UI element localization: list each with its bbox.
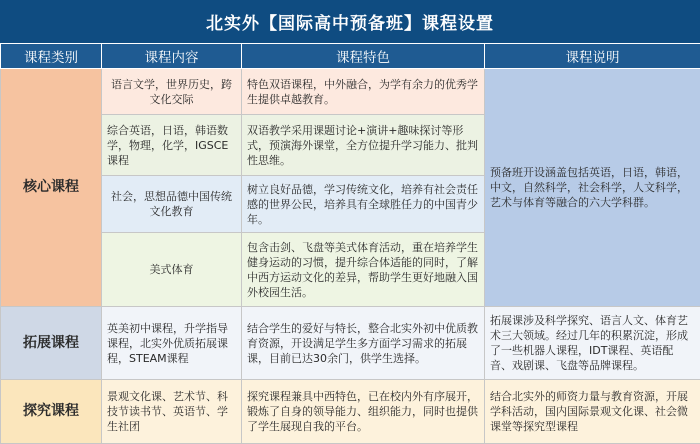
core-feature-1: 特色双语课程，中外融合，为学有余力的优秀学生提供卓越教育。 xyxy=(242,69,485,115)
explore-feature: 探究课程兼具中西特色，已在校内外有序展开，锻炼了自身的领导能力、组织能力，同时也提供了学生展现自我的平台。 xyxy=(242,380,485,444)
header-description: 课程说明 xyxy=(485,44,700,69)
extension-feature: 结合学生的爱好与特长，整合北实外初中优质教育资源，开设满足学生多方面学习需求的拓展课，目前已达30余门，供学生选择。 xyxy=(242,307,485,380)
header-feature: 课程特色 xyxy=(242,44,485,69)
category-explore: 探究课程 xyxy=(1,380,102,444)
extension-description: 拓展课涉及科学探究、语言人文、体育艺术三大领域。经过几年的积累沉淀，形成了一些机器人课程，IDT课程、英语配音、戏剧课、飞盘等品牌课程。 xyxy=(485,307,700,380)
header-category: 课程类别 xyxy=(1,44,102,69)
table-row xyxy=(1,307,700,380)
core-feature-2: 双语教学采用课题讨论+演讲+趣味探讨等形式，预演海外课堂，全方位提升学习能力、批判性思维。 xyxy=(242,115,485,176)
table-row xyxy=(1,380,700,444)
table-row xyxy=(1,69,700,115)
core-content-1: 语言文学，世界历史，跨文化交际 xyxy=(102,69,242,115)
table-header-row xyxy=(1,44,700,69)
core-content-3: 社会，思想品德中国传统文化教育 xyxy=(102,176,242,233)
curriculum-table xyxy=(0,43,700,444)
core-feature-3: 树立良好品德，学习传统文化，培养有社会责任感的世界公民，培养具有全球胜任力的中国青少年。 xyxy=(242,176,485,233)
category-core: 核心课程 xyxy=(1,69,102,307)
explore-description: 结合北实外的师资力量与教育资源，开展学科活动，国内国际景观文化课、社会微课堂等探究型课程 xyxy=(485,380,700,444)
explore-content: 景观文化课、艺术节、科技节读书节、英语节、学生社团 xyxy=(102,380,242,444)
category-extension: 拓展课程 xyxy=(1,307,102,380)
core-content-2: 综合英语，日语，韩语数学，物理，化学，IGSCE课程 xyxy=(102,115,242,176)
extension-content: 英美初中课程，升学指导课程，北实外优质拓展课程，STEAM课程 xyxy=(102,307,242,380)
page-title: 北实外【国际高中预备班】课程设置 xyxy=(0,0,700,43)
core-description: 预备班开设涵盖包括英语，日语，韩语，中文，自然科学，社会科学，人文科学，艺术与体育等融合的六大学科群。 xyxy=(485,69,700,307)
core-feature-4: 包含击剑、飞盘等美式体育活动，重在培养学生健身运动的习惯，提升综合体适能的同时，了解中西方运动文化的差异，帮助学生更好地融入国外校园生活。 xyxy=(242,233,485,307)
core-content-4: 美式体育 xyxy=(102,233,242,307)
header-content: 课程内容 xyxy=(102,44,242,69)
